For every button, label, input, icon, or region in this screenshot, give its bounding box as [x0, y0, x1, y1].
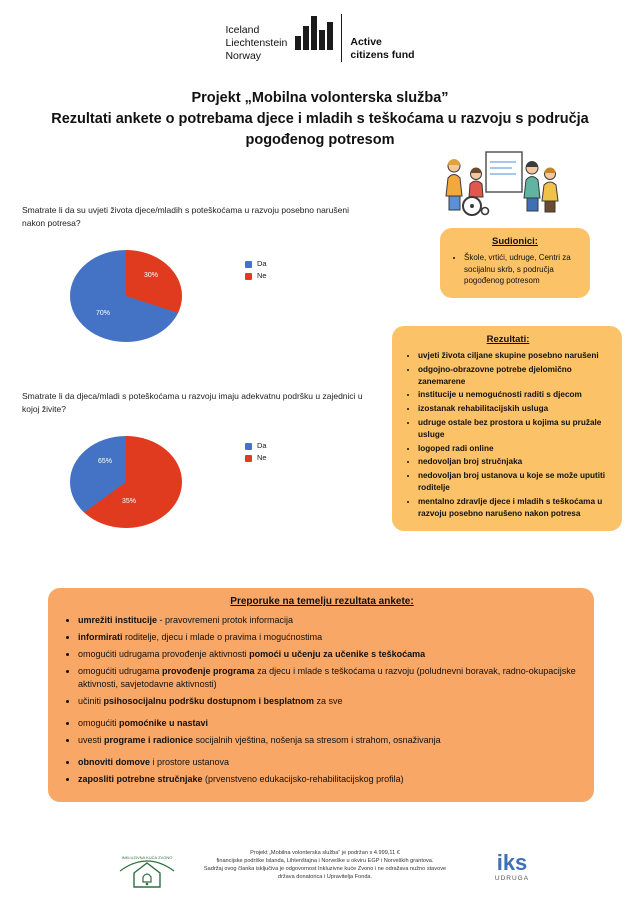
list-item: • logoped radi online [418, 443, 612, 455]
list-item: • izostanak rehabilitacijskih usluga [418, 403, 612, 415]
pie-chart-2-legend [245, 440, 267, 464]
page-title-line-3: pogođenog potresom [245, 132, 395, 148]
reco-4-rest2: za sve [314, 696, 343, 706]
results-box [392, 326, 622, 531]
list-item [78, 631, 582, 644]
list-item: • uvjeti života ciljane skupine posebno narušeni [418, 350, 612, 362]
pie-chart-1-label-da: 70% [96, 310, 111, 317]
legend-label-da-2: Da [257, 441, 267, 450]
reco-3-rest: omogućiti udrugama [78, 666, 163, 676]
people-illustration [432, 148, 567, 220]
reco-4-rest: učiniti [78, 696, 104, 706]
reco-2-rest: omogućiti udrugama provođenje aktivnosti [78, 649, 250, 659]
footer-line-4: država donatorica i Upraviteljа Fonda. [277, 874, 373, 880]
logo-left-text [225, 14, 287, 63]
reco-8-rest: (prvenstveno edukacijsko-rehabilitacijskog profila) [202, 774, 404, 784]
footer [0, 845, 640, 905]
logo-right-line-1: Active [350, 36, 382, 48]
zvono-logo [112, 847, 182, 895]
reco-6-rest2: socijalnih vještina, nošenja sa stresom i strahom, osnaživanja [193, 735, 441, 745]
list-item [78, 717, 582, 730]
header-logo [0, 14, 640, 63]
reco-6-bold2: programe i radionice [104, 735, 194, 745]
reco-3-rest2: za djecu i mlade s teškoćama u razvoju (poludnevni boravak, radno-okupacijske aktivnosti, savjetodavne aktivnosti) [78, 666, 576, 689]
svg-text:INKLUZIVNA KUĆA ZVONO: INKLUZIVNA KUĆA ZVONO [121, 855, 173, 860]
legend-item-da-2 [245, 440, 267, 452]
iks-logo [480, 851, 544, 882]
list-item: • institucije u nemogućnosti raditi s djecom [418, 389, 612, 401]
list-item: • odgojno-obrazovne potrebe djelomično zanemarene [418, 364, 612, 388]
logo-bars-icon [295, 14, 333, 50]
legend-swatch-red-icon [245, 455, 252, 462]
footer-line-1: Projekt „Mobilna volonterska služba” je podržan s 4.999,11 € [250, 850, 400, 856]
list-item: • mentalno zdravlje djece i mladih s teškoćama u razvoju posebno narušeno nakon potresa [418, 496, 612, 520]
reco-0-rest: - pravovremeni protok informacija [157, 615, 294, 625]
iks-logo-name: iks [496, 850, 528, 875]
legend-label-ne-2: Ne [257, 453, 267, 462]
legend-label-da: Da [257, 259, 267, 268]
list-item [78, 665, 582, 691]
recommendations-title: Preporuke na temelju rezultata ankete: [230, 596, 414, 607]
page-title-line-2: Rezultati ankete o potrebama djece i mladih s teškoćama u razvoju s područja [51, 111, 589, 127]
reco-3-bold2: provođenje programa [162, 666, 255, 676]
pie-chart-1-legend [245, 258, 267, 282]
pie-chart-1-label-ne: 30% [144, 272, 159, 279]
reco-6-rest: uvesti [78, 735, 105, 745]
page-title-line-1: Projekt „Mobilna volonterska služba” [191, 90, 449, 106]
iks-logo-sub: UDRUGA [494, 875, 530, 882]
list-item [78, 773, 582, 786]
logo-right-text [341, 14, 414, 62]
participants-box [440, 228, 590, 298]
list-item [78, 734, 582, 747]
results-list [404, 350, 612, 519]
pie-chart-2-label-da: 35% [122, 498, 137, 505]
list-item: • nedovoljan broj stručnjaka [418, 456, 612, 468]
survey-question-2: Smatrate li da djeca/mladi s poteškoćama u razvoju imaju adekvatnu podršku u zajednici u kojoj živite? [22, 391, 363, 414]
legend-swatch-blue-icon [245, 443, 252, 450]
list-item [78, 614, 582, 627]
pie-chart-1-graphic [70, 250, 182, 342]
reco-1-rest: roditelje, djecu i mlade o pravima i mogućnostima [122, 632, 323, 642]
legend-item-ne [245, 270, 267, 282]
reco-1-bold: informirati [78, 632, 123, 642]
list-item [78, 756, 582, 769]
legend-item-da [245, 258, 267, 270]
footer-line-2: financijske podrške Islanda, Lihtenštajna i Norveške u okviru EGP i Norveških grantova. [216, 858, 434, 864]
pie-chart-1 [70, 250, 182, 342]
legend-swatch-red-icon [245, 273, 252, 280]
participants-list [450, 252, 580, 287]
results-title: Rezultati: [486, 334, 530, 345]
pie-chart-2 [70, 436, 182, 528]
participants-title: Sudionici: [492, 236, 538, 247]
list-item: • Škole, vrtići, udruge, Centri za socijalnu skrb, s područja pogođenog potresom [464, 252, 580, 287]
footer-text [185, 849, 465, 881]
survey-question-1: Smatrate li da su uvjeti života djece/mladih s poteškoćama u razvoju posebno narušeni nakon potresa? [22, 205, 349, 228]
recommendations-list [62, 614, 582, 786]
reco-7-bold: obnoviti domove [78, 757, 150, 767]
legend-label-ne: Ne [257, 271, 267, 280]
reco-0-bold: umrežiti institucije [78, 615, 158, 625]
list-item [78, 695, 582, 708]
reco-5-rest: omogućiti [78, 718, 120, 728]
pie-chart-2-graphic [70, 436, 182, 528]
reco-5-bold2: pomoćnike u nastavi [119, 718, 209, 728]
footer-line-3: Sadržaj ovog članka isključiva je odgovornost Inkluzivne kuće Zvono i ne odražava nužno stavove [203, 866, 447, 872]
logo-left-line-1: Iceland [225, 24, 260, 36]
logo-left-line-3: Norway [225, 50, 262, 62]
pie-chart-2-label-ne: 65% [98, 458, 113, 465]
logo-left-line-2: Liechtenstein [225, 37, 288, 49]
reco-4-bold2: psihosocijalnu podršku dostupnom i besplatnom [103, 696, 315, 706]
logo-right-line-2: citizens fund [350, 49, 415, 61]
reco-8-bold: zaposliti potrebne stručnjake [78, 774, 203, 784]
eea-grants-logo [225, 14, 414, 63]
list-item: • udruge ostale bez prostora u kojima su pružale usluge [418, 417, 612, 441]
reco-2-bold2: pomoći u učenju za učenike s teškoćama [249, 649, 426, 659]
list-item: • nedovoljan broj ustanova u koje se može uputiti roditelje [418, 470, 612, 494]
reco-7-rest: i prostore ustanova [150, 757, 230, 767]
list-item [78, 648, 582, 661]
legend-item-ne-2 [245, 452, 267, 464]
recommendations-box [48, 588, 594, 802]
legend-swatch-blue-icon [245, 261, 252, 268]
page-title [20, 88, 620, 151]
